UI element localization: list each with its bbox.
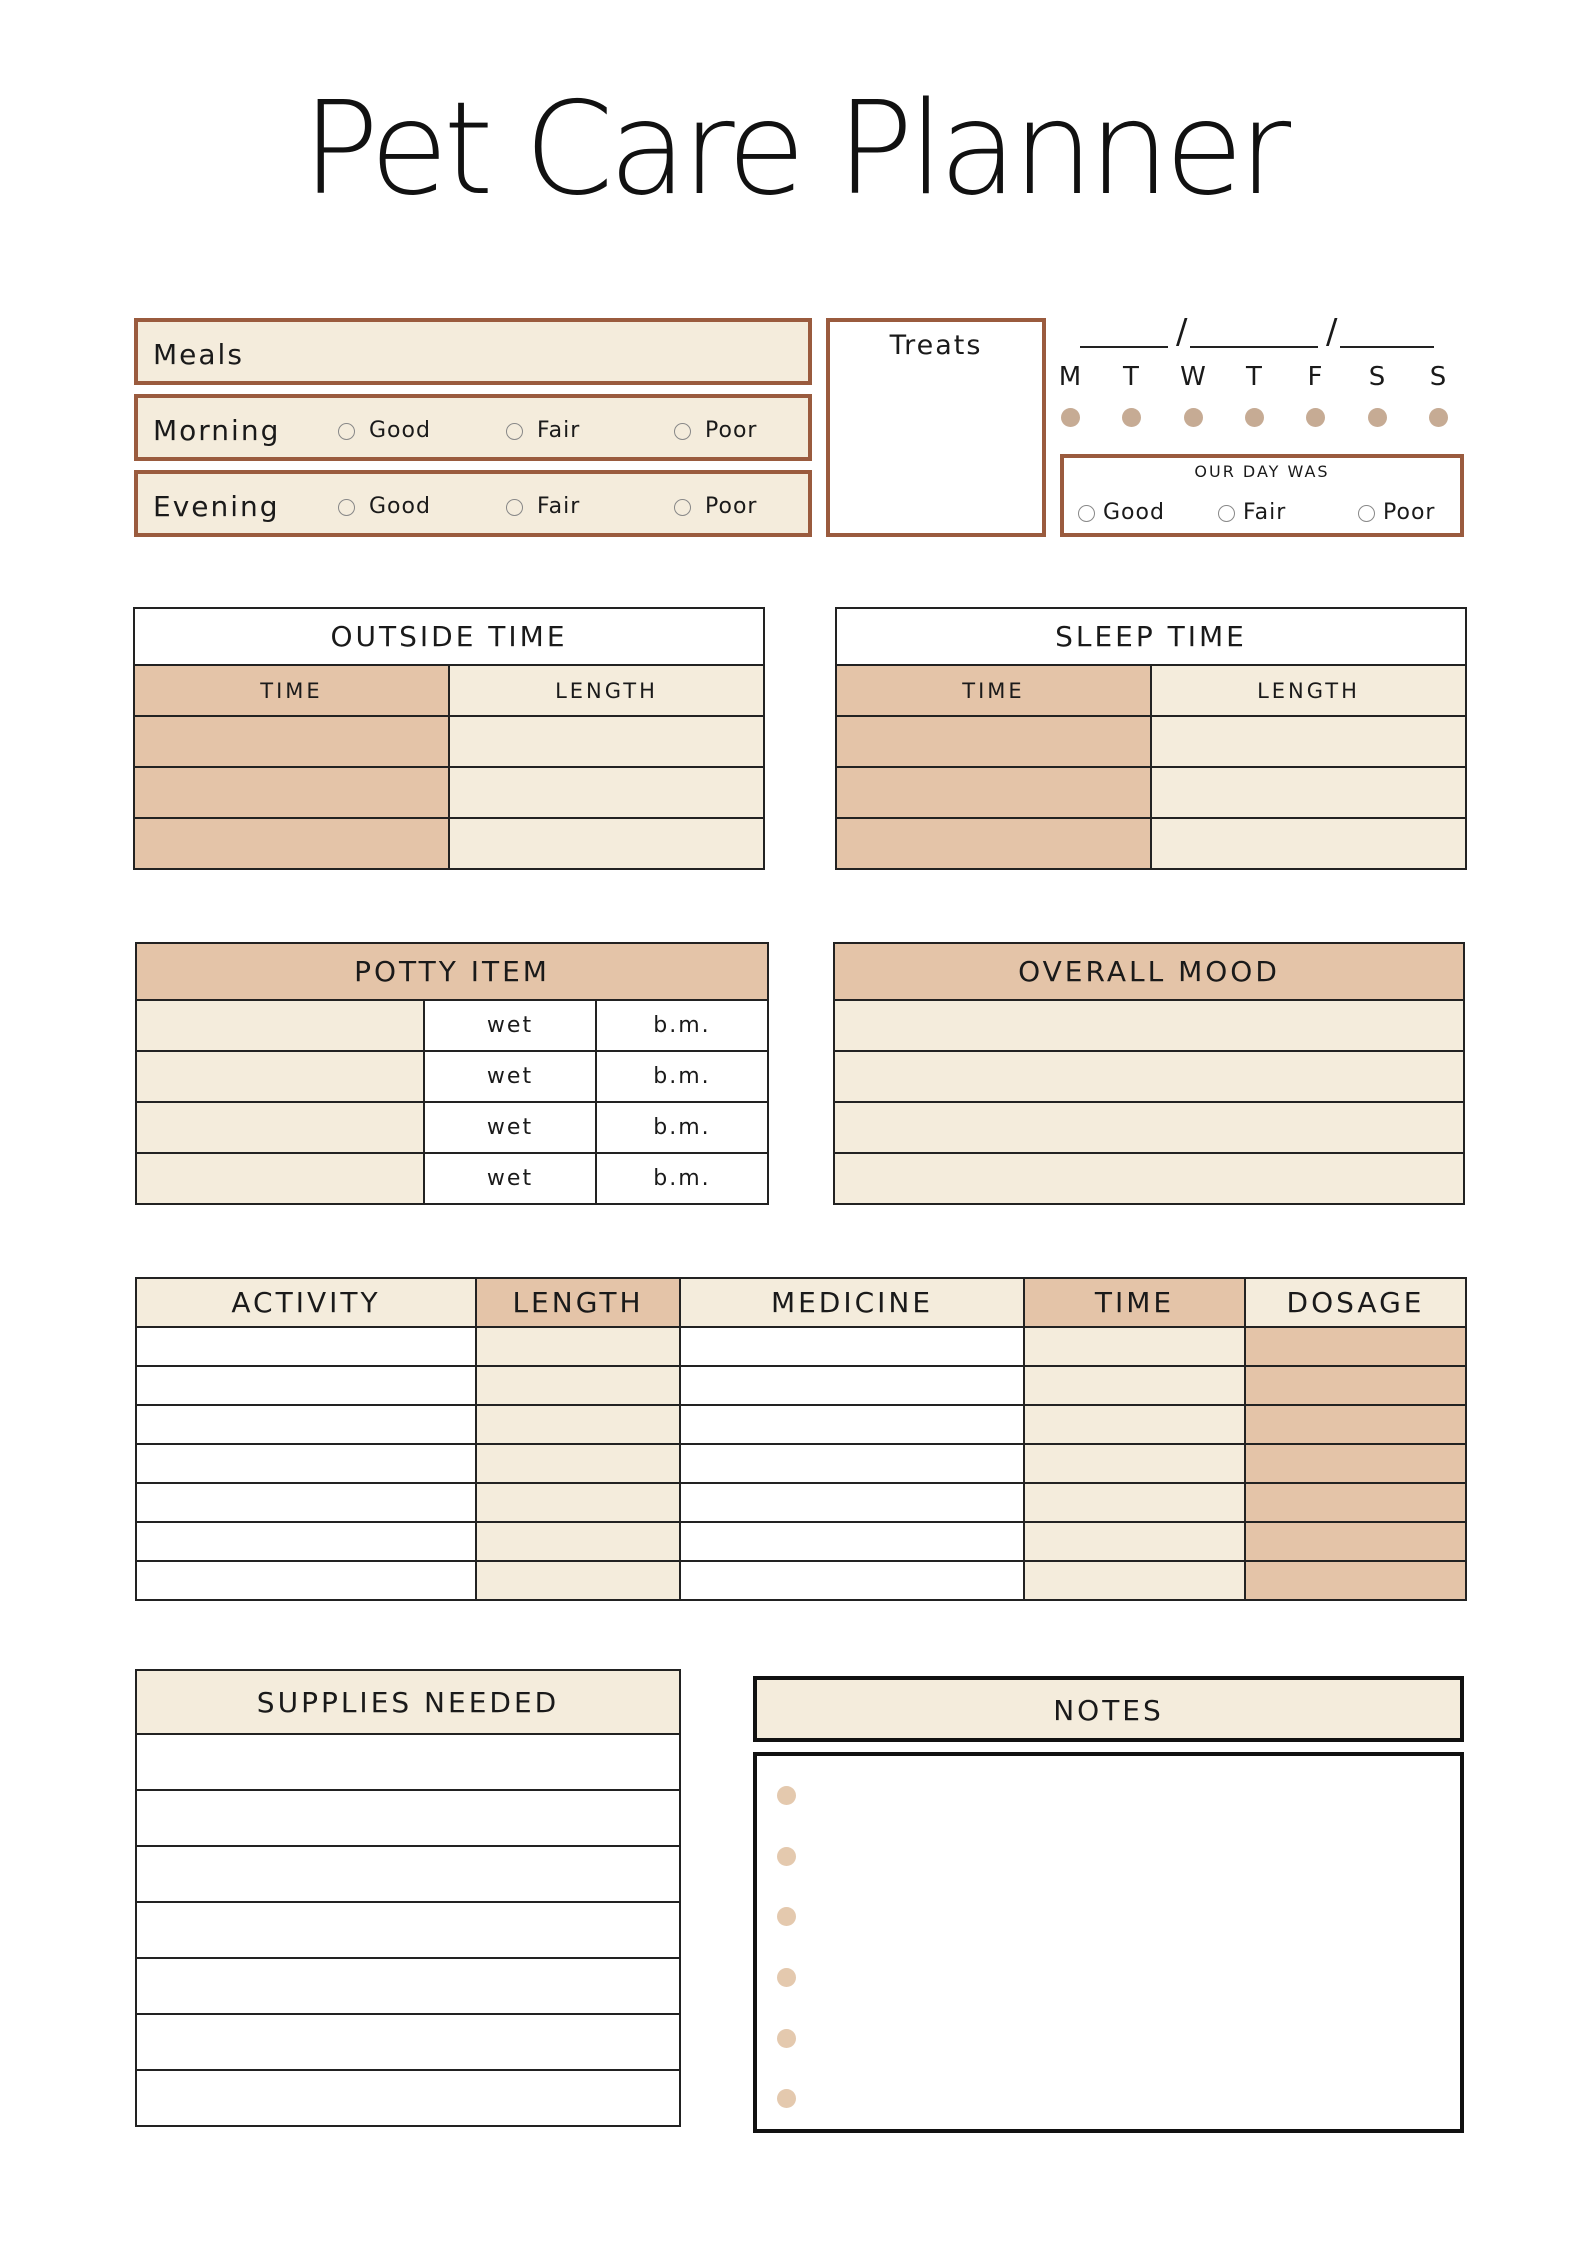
mood-row[interactable]	[834, 1000, 1464, 1051]
sleep-time-table	[835, 607, 1467, 870]
mood-row[interactable]	[834, 1102, 1464, 1153]
activity-cell[interactable]	[136, 1327, 476, 1366]
length-cell[interactable]	[476, 1444, 680, 1483]
bm-cell[interactable]: b.m.	[596, 1051, 768, 1102]
dosage-cell[interactable]	[1245, 1327, 1466, 1366]
length-cell[interactable]	[1151, 716, 1466, 767]
potty-item-cell[interactable]	[136, 1102, 424, 1153]
meals-header	[134, 318, 812, 385]
length-cell[interactable]	[476, 1405, 680, 1444]
wet-cell[interactable]: wet	[424, 1051, 596, 1102]
radio-icon	[506, 499, 523, 516]
our-day-fair-option[interactable]: Fair	[1218, 500, 1286, 525]
length-cell[interactable]	[449, 767, 764, 818]
day-dot[interactable]	[1368, 408, 1387, 427]
radio-icon	[506, 423, 523, 440]
radio-icon	[338, 499, 355, 516]
medicine-cell[interactable]	[680, 1444, 1024, 1483]
day-saturday: S	[1368, 362, 1386, 392]
medicine-cell[interactable]	[680, 1366, 1024, 1405]
supplies-title: SUPPLIES NEEDED	[136, 1670, 680, 1734]
supply-row[interactable]	[136, 1902, 680, 1958]
meal-row-label: Morning	[153, 414, 281, 447]
our-day-good-option[interactable]: Good	[1078, 500, 1165, 525]
length-cell[interactable]	[1151, 818, 1466, 869]
bullet-dot	[777, 1907, 796, 1926]
time-cell[interactable]	[1024, 1366, 1245, 1405]
day-dot[interactable]	[1184, 408, 1203, 427]
time-cell[interactable]	[134, 716, 449, 767]
radio-icon	[674, 423, 691, 440]
day-wednesday: W	[1180, 362, 1206, 392]
column-header-time: TIME	[1024, 1278, 1245, 1327]
day-dot[interactable]	[1245, 408, 1264, 427]
bullet-dot	[777, 1786, 796, 1805]
meal-row-evening	[134, 470, 812, 537]
dosage-cell[interactable]	[1245, 1444, 1466, 1483]
morning-poor-option[interactable]: Poor	[674, 418, 757, 443]
column-header-length: LENGTH	[449, 665, 764, 716]
time-cell[interactable]	[1024, 1444, 1245, 1483]
column-header-dosage: DOSAGE	[1245, 1278, 1466, 1327]
date-separator: /	[1326, 312, 1338, 352]
potty-item-cell[interactable]	[136, 1051, 424, 1102]
our-day-box	[1060, 454, 1464, 537]
time-cell[interactable]	[1024, 1561, 1245, 1600]
supply-row[interactable]	[136, 1734, 680, 1790]
medicine-cell[interactable]	[680, 1561, 1024, 1600]
treats-box[interactable]	[826, 318, 1046, 537]
potty-item-cell[interactable]	[136, 1153, 424, 1204]
time-cell[interactable]	[836, 716, 1151, 767]
time-cell[interactable]	[1024, 1522, 1245, 1561]
potty-item-cell[interactable]	[136, 1000, 424, 1051]
supply-row[interactable]	[136, 1846, 680, 1902]
date-day-line	[1190, 346, 1318, 348]
day-dot[interactable]	[1429, 408, 1448, 427]
day-dot[interactable]	[1061, 408, 1080, 427]
time-cell[interactable]	[1024, 1327, 1245, 1366]
activity-medicine-table	[135, 1277, 1467, 1601]
sleep-time-title: SLEEP TIME	[836, 608, 1466, 665]
medicine-cell[interactable]	[680, 1327, 1024, 1366]
meals-label: Meals	[153, 338, 244, 371]
column-header-length: LENGTH	[476, 1278, 680, 1327]
activity-cell[interactable]	[136, 1405, 476, 1444]
potty-title: POTTY ITEM	[136, 943, 768, 1000]
column-header-length: LENGTH	[1151, 665, 1466, 716]
length-cell[interactable]	[476, 1327, 680, 1366]
dosage-cell[interactable]	[1245, 1522, 1466, 1561]
activity-cell[interactable]	[136, 1483, 476, 1522]
radio-icon	[1218, 505, 1235, 522]
day-dot[interactable]	[1122, 408, 1141, 427]
wet-cell[interactable]: wet	[424, 1102, 596, 1153]
dosage-cell[interactable]	[1245, 1561, 1466, 1600]
time-cell[interactable]	[134, 767, 449, 818]
length-cell[interactable]	[1151, 767, 1466, 818]
time-cell[interactable]	[1024, 1405, 1245, 1444]
mood-row[interactable]	[834, 1051, 1464, 1102]
medicine-cell[interactable]	[680, 1405, 1024, 1444]
overall-mood-table	[833, 942, 1465, 1205]
day-sunday: S	[1429, 362, 1447, 392]
bm-cell[interactable]: b.m.	[596, 1153, 768, 1204]
notes-header	[753, 1676, 1464, 1742]
day-thursday: T	[1246, 362, 1262, 392]
time-cell[interactable]	[134, 818, 449, 869]
morning-good-option[interactable]: Good	[338, 418, 431, 443]
activity-cell[interactable]	[136, 1561, 476, 1600]
day-friday: F	[1307, 362, 1323, 392]
bullet-dot	[777, 1847, 796, 1866]
bullet-dot	[777, 1968, 796, 1987]
activity-cell[interactable]	[136, 1522, 476, 1561]
column-header-time: TIME	[134, 665, 449, 716]
activity-cell[interactable]	[136, 1366, 476, 1405]
potty-table	[135, 942, 769, 1205]
date-month-line	[1080, 346, 1168, 348]
dosage-cell[interactable]	[1245, 1483, 1466, 1522]
wet-cell[interactable]: wet	[424, 1000, 596, 1051]
day-tuesday: T	[1123, 362, 1139, 392]
day-dot[interactable]	[1306, 408, 1325, 427]
notes-title: NOTES	[1053, 1694, 1164, 1727]
supply-row[interactable]	[136, 1790, 680, 1846]
evening-fair-option[interactable]: Fair	[506, 494, 580, 519]
radio-icon	[1358, 505, 1375, 522]
treats-label: Treats	[889, 330, 983, 361]
outside-time-title: OUTSIDE TIME	[134, 608, 764, 665]
time-cell[interactable]	[1024, 1483, 1245, 1522]
notes-area[interactable]	[753, 1752, 1464, 2133]
column-header-activity: ACTIVITY	[136, 1278, 476, 1327]
supply-row[interactable]	[136, 2014, 680, 2070]
date-separator: /	[1176, 312, 1188, 352]
evening-good-option[interactable]: Good	[338, 494, 431, 519]
date-field[interactable]	[1078, 312, 1434, 352]
wet-cell[interactable]: wet	[424, 1153, 596, 1204]
mood-row[interactable]	[834, 1153, 1464, 1204]
length-cell[interactable]	[476, 1483, 680, 1522]
bullet-dot	[777, 2029, 796, 2048]
length-cell[interactable]	[476, 1522, 680, 1561]
dosage-cell[interactable]	[1245, 1366, 1466, 1405]
date-year-line	[1340, 346, 1434, 348]
outside-time-table	[133, 607, 765, 870]
time-cell[interactable]	[836, 818, 1151, 869]
our-day-label: OUR DAY WAS	[1194, 462, 1330, 481]
supply-row[interactable]	[136, 1958, 680, 2014]
activity-cell[interactable]	[136, 1444, 476, 1483]
column-header-medicine: MEDICINE	[680, 1278, 1024, 1327]
bm-cell[interactable]: b.m.	[596, 1000, 768, 1051]
column-header-time: TIME	[836, 665, 1151, 716]
morning-fair-option[interactable]: Fair	[506, 418, 580, 443]
supplies-table	[135, 1669, 681, 2127]
meal-row-label: Evening	[153, 490, 280, 523]
overall-mood-title: OVERALL MOOD	[834, 943, 1464, 1000]
evening-poor-option[interactable]: Poor	[674, 494, 757, 519]
length-cell[interactable]	[476, 1366, 680, 1405]
supply-row[interactable]	[136, 2070, 680, 2126]
meal-row-morning	[134, 394, 812, 461]
time-cell[interactable]	[836, 767, 1151, 818]
length-cell[interactable]	[476, 1561, 680, 1600]
length-cell[interactable]	[449, 716, 764, 767]
bullet-dot	[777, 2089, 796, 2108]
radio-icon	[338, 423, 355, 440]
medicine-cell[interactable]	[680, 1483, 1024, 1522]
radio-icon	[1078, 505, 1095, 522]
bm-cell[interactable]: b.m.	[596, 1102, 768, 1153]
page-title: Pet Care Planner	[301, 75, 1287, 224]
day-monday: M	[1058, 362, 1082, 392]
medicine-cell[interactable]	[680, 1522, 1024, 1561]
dosage-cell[interactable]	[1245, 1405, 1466, 1444]
length-cell[interactable]	[449, 818, 764, 869]
our-day-poor-option[interactable]: Poor	[1358, 500, 1435, 525]
radio-icon	[674, 499, 691, 516]
